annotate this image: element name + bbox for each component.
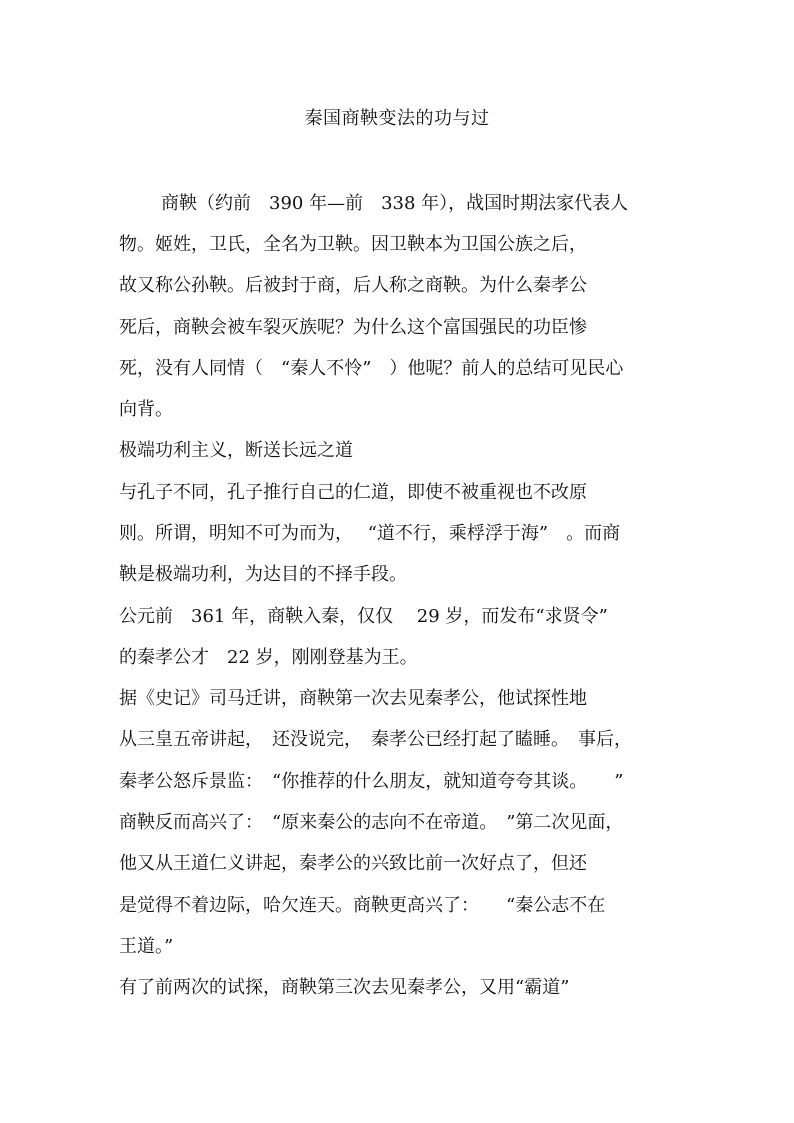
paragraph-line: 有了前两次的试探，商鞅第三次去见秦孝公，又用“霸道”: [119, 977, 570, 998]
paragraph-line: 是觉得不着边际，哈欠连天。商鞅更高兴了： “秦公志不在: [119, 895, 606, 916]
paragraph-line: 物。姬姓，卫氏，全名为卫鞅。因卫鞅本为卫国公族之后，: [119, 234, 587, 255]
paragraph-line: 的秦孝公才 22 岁，刚刚登基为王。: [119, 647, 418, 668]
paragraph-line: 商鞅反而高兴了： “原来秦公的志向不在帝道。 ”第二次见面，: [119, 812, 624, 833]
paragraph-line: 秦孝公怒斥景监： “你推荐的什么朋友，就知道夸夸其谈。 ”: [119, 771, 624, 792]
paragraph-line: 死后，商鞅会被车裂灭族呢？为什么这个富国强民的功臣惨: [119, 317, 587, 338]
document-title: 秦国商鞅变法的功与过: [304, 108, 490, 129]
paragraph-line: 则。所谓，明知不可为而为， “道不行，乘桴浮于海” 。而商: [119, 523, 621, 544]
paragraph-line: 他又从王道仁义讲起，秦孝公的兴致比前一次好点了，但还: [119, 853, 587, 874]
paragraph-line: 商鞅（约前 390 年—前 338 年），战国时期法家代表人: [161, 193, 629, 214]
paragraph-line: 公元前 361 年，商鞅入秦，仅仅 29 岁，而发布“求贤令”: [119, 606, 608, 627]
section-heading: 极端功利主义，断送长远之道: [119, 440, 353, 461]
paragraph-line: 故又称公孙鞅。后被封于商，后人称之商鞅。为什么秦孝公: [119, 275, 587, 296]
paragraph-line: 死，没有人同情（ “秦人不怜” ）他呢？前人的总结可见民心: [119, 358, 624, 379]
paragraph-line: 据《史记》司马迁讲，商鞅第一次去见秦孝公，他试探性地: [119, 688, 587, 709]
paragraph-line: 从三皇五帝讲起， 还没说完， 秦孝公已经打起了瞌睡。 事后，: [119, 729, 632, 750]
paragraph-line: 与孔子不同，孔子推行自己的仁道，即使不被重视也不改原: [119, 482, 587, 503]
paragraph-line: 鞅是极端功利，为达目的不择手段。: [119, 564, 407, 585]
paragraph-line: 向背。: [119, 399, 173, 420]
paragraph-line: 王道。”: [119, 936, 174, 957]
